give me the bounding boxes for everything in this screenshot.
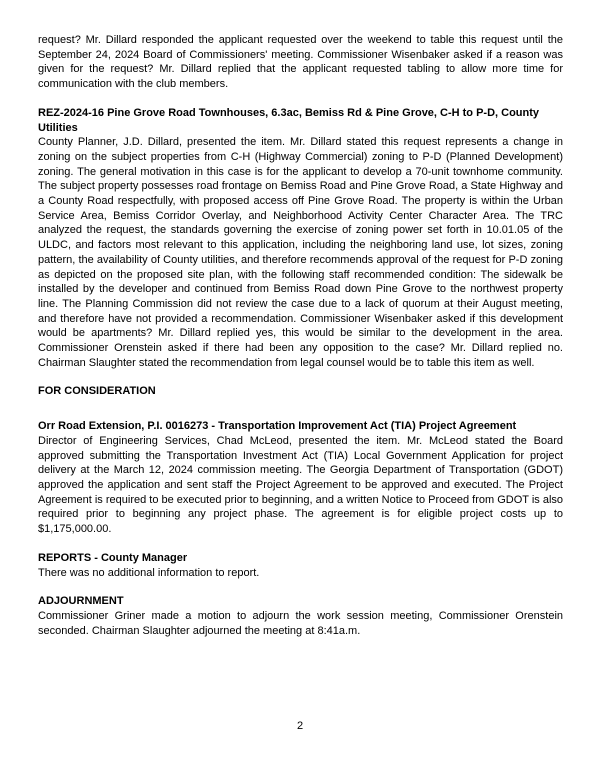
section-reports-county-manager [38,551,563,580]
section-for-consideration [38,384,563,399]
section-heading: Orr Road Extension, P.I. 0016273 - Transportation Improvement Act (TIA) Project Agreement [38,420,517,433]
section-heading: FOR CONSIDERATION [38,385,156,398]
page-number: 2 [296,720,304,733]
paragraph: County Planner, J.D. Dillard, presented the item. Mr. Dillard stated this request represents a change in zoning on the subject properties from C-H (Highway Commercial) zoning to P-D (Planned Development) zoning. The general motivation in this case is for the applicant to develop a 70-unit townhome community. The subject property possesses road frontage on Bemiss Road and Pine Grove Road, a State Highway and a County Road respectfully, with proposed access off Pine Grove Road. The property is within the Urban Service Area, Bemiss Corridor Overlay, and Neighborhood Activity Center Character Area. The TRC analyzed the request, the standards governing the exercise of zoning power set forth in 10.01.05 of the ULDC, and factors most relevant to this application, including the neighboring land use, lot sizes, zoning pattern, the availability of County utilities, and therefore recommends approval of the request for P-D zoning as depicted on the proposed site plan, with the following staff recommended condition: The sidewalk be installed by the developer and continued from Bemiss Road down Pine Grove to the northwest property line. The Planning Commission did not review the case due to a lack of quorum at their August meeting, and therefore have not provided a recommendation. Commissioner Wisenbaker asked if this development would be apartments? Mr. Dillard replied yes, this would be similar to the development in the area. Commissioner Orenstein asked if there had been any opposition to the case? Mr. Dillard replied no. Chairman Slaughter stated the recommendation from legal counsel would be to table this item as well. [38,136,563,369]
section-orr-road-extension [38,419,563,537]
section-rez-2024-16 [38,106,563,371]
section-heading: REPORTS - County Manager [38,551,188,564]
section-heading: REZ-2024-16 Pine Grove Road Townhouses, 6.3ac, Bemiss Rd & Pine Grove, C-H to P-D, County Utilities [38,106,540,134]
paragraph: Director of Engineering Services, Chad McLeod, presented the item. Mr. McLeod stated the Board approved submitting the Transportation Investment Act (TIA) Local Government Application for project delivery at the March 12, 2024 commission meeting. The Georgia Department of Transportation (GDOT) approved the application and sent staff the Project Agreement to be approved and executed. The Project Agreement is required to be executed prior to beginning, and a written Notice to Proceed from GDOT is also required prior to beginning any project phase. The agreement is for eligible project costs up to $1,175,000.00. [38,434,564,536]
paragraph: There was no additional information to report. [38,566,260,579]
section-heading: ADJOURNMENT [38,595,124,608]
section-tabling-continuation [38,33,563,92]
section-adjournment [38,594,563,638]
paragraph: request? Mr. Dillard responded the applicant requested over the weekend to table this request until the September 24, 2024 Board of Commissioners' meeting. Commissioner Wisenbaker asked if a reason was given for the request? Mr. Dillard replied that the applicant requested tabling to allow more time for communication with the club members. [38,34,563,91]
paragraph: Commissioner Griner made a motion to adjourn the work session meeting, Commissioner Orenstein seconded. Chairman Slaughter adjourned the meeting at 8:41a.m. [38,609,563,637]
